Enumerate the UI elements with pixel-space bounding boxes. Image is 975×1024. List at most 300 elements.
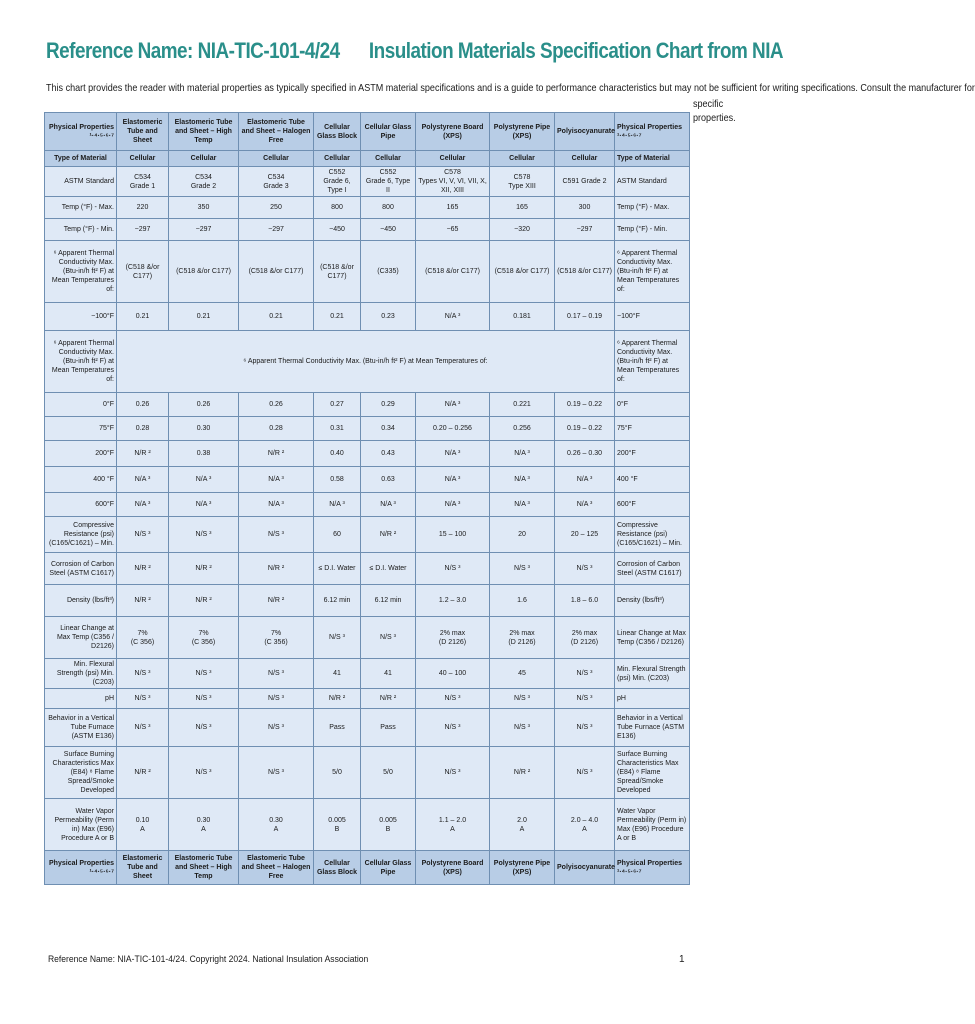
table-cell bbox=[117, 197, 169, 219]
table-cell-text: N/A ³ bbox=[268, 476, 284, 483]
table-cell bbox=[239, 709, 314, 747]
row-label bbox=[45, 493, 117, 517]
table-cell-text: N/A ³ bbox=[576, 476, 593, 483]
table-cell bbox=[169, 417, 239, 441]
table-cell-text: N/S ³ bbox=[134, 724, 151, 731]
table-cell bbox=[314, 799, 361, 851]
table-cell bbox=[416, 467, 490, 493]
table-cell-text: 7% (C 356) bbox=[191, 629, 216, 646]
table-cell-text: N/S ³ bbox=[195, 769, 212, 776]
table-cell bbox=[239, 417, 314, 441]
table-cell bbox=[555, 747, 615, 799]
table-cell bbox=[314, 689, 361, 709]
table-cell bbox=[361, 659, 416, 689]
table-cell-text: Cellular bbox=[509, 155, 535, 162]
table-row bbox=[45, 689, 690, 709]
table-cell-text: N/S ³ bbox=[195, 531, 212, 538]
table-cell bbox=[169, 553, 239, 585]
table-cell-text: 165 bbox=[446, 204, 459, 211]
table-cell-text: 0.23 bbox=[381, 313, 395, 320]
table-cell-text: N/R ² bbox=[379, 695, 397, 702]
table-cell bbox=[490, 197, 555, 219]
table-cell bbox=[169, 585, 239, 617]
table-cell bbox=[361, 197, 416, 219]
table-cell bbox=[490, 417, 555, 441]
table-row bbox=[45, 197, 690, 219]
table-cell bbox=[490, 151, 555, 167]
row-label bbox=[45, 417, 117, 441]
table-cell bbox=[169, 689, 239, 709]
table-cell-text: N/S ³ bbox=[514, 565, 530, 572]
table-cell-text: 6.12 min bbox=[323, 597, 351, 604]
table-cell bbox=[314, 517, 361, 553]
spanning-cell bbox=[117, 331, 615, 393]
table-cell-text: N/S ³ bbox=[134, 695, 151, 702]
table-cell bbox=[169, 151, 239, 167]
table-cell-text: 0.256 bbox=[513, 425, 531, 432]
table-cell bbox=[555, 467, 615, 493]
table-cell-text: N/A ³ bbox=[134, 476, 151, 483]
row-label bbox=[45, 197, 117, 219]
table-cell bbox=[314, 441, 361, 467]
table-cell bbox=[239, 747, 314, 799]
table-cell-text: C591 Grade 2 bbox=[562, 178, 607, 185]
table-row bbox=[45, 851, 690, 885]
row-label-text: 200°F bbox=[95, 450, 114, 457]
table-cell-text: 0.26 bbox=[269, 401, 283, 408]
row-label-text: Type of Material bbox=[54, 155, 107, 162]
row-label-right-text: Type of Material bbox=[617, 155, 670, 162]
table-cell bbox=[239, 617, 314, 659]
table-cell-text: N/S ³ bbox=[195, 670, 212, 677]
table-cell-text: 1.6 bbox=[517, 597, 527, 604]
row-label-right bbox=[615, 493, 690, 517]
column-header bbox=[490, 113, 555, 151]
table-cell-text: N/A ³ bbox=[444, 450, 461, 457]
table-cell bbox=[361, 167, 416, 197]
table-cell-text: 6.12 min bbox=[374, 597, 402, 604]
row-label-right-text: Surface Burning Characteristics Max (E84) ⁸ Flame Spread/Smoke Developed bbox=[617, 751, 679, 794]
table-cell-text: N/S ³ bbox=[576, 670, 593, 677]
row-label-right-text: Density (lbs/ft³) bbox=[617, 597, 665, 604]
table-cell bbox=[314, 493, 361, 517]
table-cell-text: 20 bbox=[518, 531, 526, 538]
row-label-text: 600°F bbox=[95, 501, 114, 508]
row-label-right bbox=[615, 709, 690, 747]
table-cell-text: Polyisocyanurate bbox=[557, 864, 615, 871]
table-cell bbox=[361, 393, 416, 417]
table-cell bbox=[239, 553, 314, 585]
row-label bbox=[45, 331, 117, 393]
table-cell-text: 1.1 – 2.0 A bbox=[438, 816, 467, 833]
table-row bbox=[45, 441, 690, 467]
row-label-right-text: Min. Flexural Strength (psi) Min. (C203) bbox=[617, 665, 686, 682]
table-cell-text: 250 bbox=[270, 204, 282, 211]
table-cell-text: 0.30 bbox=[196, 425, 211, 432]
row-label-right-text: ASTM Standard bbox=[617, 178, 667, 185]
table-cell-text: (C335) bbox=[377, 268, 399, 275]
row-label-right bbox=[615, 747, 690, 799]
table-cell-text: N/S ³ bbox=[268, 670, 284, 677]
table-cell-text: C534 Grade 1 bbox=[129, 173, 156, 190]
table-cell bbox=[239, 851, 314, 885]
table-cell bbox=[555, 585, 615, 617]
table-cell-text: Cellular bbox=[129, 155, 156, 162]
table-cell bbox=[169, 303, 239, 331]
table-cell bbox=[490, 659, 555, 689]
table-cell bbox=[169, 709, 239, 747]
table-cell bbox=[117, 151, 169, 167]
table-cell bbox=[416, 197, 490, 219]
table-cell bbox=[117, 417, 169, 441]
table-cell bbox=[555, 219, 615, 241]
table-cell bbox=[490, 517, 555, 553]
table-cell bbox=[490, 747, 555, 799]
row-label-text: 75°F bbox=[99, 425, 114, 432]
table-cell bbox=[314, 417, 361, 441]
table-cell-text: N/S ³ bbox=[380, 634, 396, 641]
table-cell-text: 2% max (D 2126) bbox=[570, 629, 599, 646]
row-label-right bbox=[615, 151, 690, 167]
table-cell bbox=[314, 167, 361, 197]
table-cell bbox=[416, 689, 490, 709]
table-header-row bbox=[45, 113, 690, 151]
table-cell-text: 1.8 – 6.0 bbox=[570, 597, 599, 604]
table-cell bbox=[117, 219, 169, 241]
column-header bbox=[361, 113, 416, 151]
table-cell-text: 0.221 bbox=[513, 401, 531, 408]
table-cell bbox=[416, 851, 490, 885]
row-label-right-text: Corrosion of Carbon Steel (ASTM C1617) bbox=[617, 560, 682, 577]
table-cell bbox=[490, 219, 555, 241]
table-cell-text: N/A ³ bbox=[576, 501, 593, 508]
table-cell-text: 20 – 125 bbox=[570, 531, 599, 538]
row-label-right bbox=[615, 241, 690, 303]
table-cell-text: −65 bbox=[446, 226, 459, 233]
table-row bbox=[45, 493, 690, 517]
row-label-right bbox=[615, 417, 690, 441]
row-label-right-text: 0°F bbox=[617, 401, 628, 408]
table-cell-text: Elastomeric Tube and Sheet bbox=[122, 855, 163, 880]
table-cell bbox=[169, 617, 239, 659]
table-cell-text: 0.58 bbox=[330, 476, 344, 483]
table-cell bbox=[416, 799, 490, 851]
table-cell bbox=[239, 517, 314, 553]
table-cell-text: Cellular Glass Pipe bbox=[364, 859, 412, 876]
table-cell bbox=[555, 197, 615, 219]
table-cell-text: Cellular bbox=[439, 155, 466, 162]
table-cell-text: 0.21 bbox=[269, 313, 283, 320]
table-cell-text: (C518 &/or C177) bbox=[494, 268, 550, 275]
table-cell bbox=[169, 393, 239, 417]
table-row bbox=[45, 219, 690, 241]
column-header-text: Elastomeric Tube and Sheet – High Temp bbox=[174, 119, 233, 144]
table-cell bbox=[555, 441, 615, 467]
row-label-right bbox=[615, 167, 690, 197]
table-cell-text: 7% (C 356) bbox=[264, 629, 288, 646]
table-cell bbox=[117, 553, 169, 585]
table-cell bbox=[169, 241, 239, 303]
table-cell-text: 0.21 bbox=[135, 313, 150, 320]
table-cell bbox=[169, 167, 239, 197]
row-label-right bbox=[615, 467, 690, 493]
table-cell bbox=[239, 799, 314, 851]
table-cell bbox=[416, 167, 490, 197]
table-cell-text: N/S ³ bbox=[576, 695, 593, 702]
table-cell-text: 0.63 bbox=[381, 476, 395, 483]
table-cell bbox=[416, 393, 490, 417]
table-cell-text: N/A ³ bbox=[444, 501, 461, 508]
table-row bbox=[45, 585, 690, 617]
table-cell-text: 220 bbox=[136, 204, 149, 211]
row-label bbox=[45, 219, 117, 241]
table-cell bbox=[490, 393, 555, 417]
row-label bbox=[45, 709, 117, 747]
table-cell-text: N/A ³ bbox=[134, 501, 151, 508]
table-cell-text: N/S ³ bbox=[268, 695, 284, 702]
table-cell bbox=[169, 517, 239, 553]
table-cell-text: 1.2 – 3.0 bbox=[438, 597, 467, 604]
table-cell bbox=[239, 241, 314, 303]
table-cell-text: ≤ D.I. Water bbox=[318, 565, 356, 572]
table-cell bbox=[169, 659, 239, 689]
row-label-right-text: −100°F bbox=[617, 313, 640, 320]
table-cell bbox=[117, 393, 169, 417]
table-cell-text: N/S ³ bbox=[329, 634, 345, 641]
column-header-text: Polyisocyanurate bbox=[557, 128, 615, 135]
table-cell bbox=[169, 493, 239, 517]
table-cell-text: 0.34 bbox=[381, 425, 395, 432]
table-row bbox=[45, 167, 690, 197]
table-cell-text: 60 bbox=[333, 531, 341, 538]
table-cell-text: 0.21 bbox=[196, 313, 211, 320]
table-cell-text: 0.19 – 0.22 bbox=[566, 401, 603, 408]
intro-text: This chart provides the reader with material properties as typically specified in ASTM material specifications and is a guide to performance characteristics but may not be sufficient for writing specifications. Consult the manufacturer for bbox=[46, 82, 975, 94]
table-cell-text: N/S ³ bbox=[134, 531, 151, 538]
table-cell-text: −450 bbox=[329, 226, 345, 233]
table-cell bbox=[314, 303, 361, 331]
table-cell bbox=[555, 517, 615, 553]
row-label bbox=[45, 303, 117, 331]
row-label-right bbox=[615, 689, 690, 709]
table-cell-text: N/A ³ bbox=[268, 501, 284, 508]
table-cell bbox=[361, 585, 416, 617]
table-cell bbox=[416, 303, 490, 331]
table-cell bbox=[416, 417, 490, 441]
table-cell-text: (C518 &/or C177) bbox=[125, 263, 160, 280]
table-cell bbox=[361, 303, 416, 331]
table-cell bbox=[361, 799, 416, 851]
column-header bbox=[239, 113, 314, 151]
table-cell bbox=[490, 167, 555, 197]
row-label bbox=[45, 167, 117, 197]
table-cell-text: N/S ³ bbox=[134, 670, 151, 677]
table-cell bbox=[555, 493, 615, 517]
table-cell bbox=[361, 151, 416, 167]
table-cell bbox=[169, 851, 239, 885]
table-cell bbox=[117, 517, 169, 553]
table-cell bbox=[361, 241, 416, 303]
column-header-text: Cellular Glass Pipe bbox=[364, 123, 412, 140]
table-cell-text: N/S ³ bbox=[444, 695, 461, 702]
table-cell-text: Cellular bbox=[571, 155, 598, 162]
table-cell-text: 2% max (D 2126) bbox=[508, 629, 536, 646]
table-cell bbox=[314, 151, 361, 167]
table-cell bbox=[361, 747, 416, 799]
table-row bbox=[45, 747, 690, 799]
table-cell-text: 300 bbox=[578, 204, 591, 211]
table-cell-text: N/A ³ bbox=[380, 501, 396, 508]
spanning-cell-text: ⁶ Apparent Thermal Conductivity Max. (Btu-in/h ft² F) at Mean Temperatures of: bbox=[243, 358, 488, 365]
table-cell bbox=[169, 197, 239, 219]
table-cell bbox=[239, 151, 314, 167]
table-row bbox=[45, 241, 690, 303]
table-cell bbox=[555, 689, 615, 709]
table-cell bbox=[490, 617, 555, 659]
row-label-right-text: 600°F bbox=[617, 501, 636, 508]
table-cell-text: 15 – 100 bbox=[438, 531, 467, 538]
table-cell-text: N/S ³ bbox=[195, 695, 212, 702]
table-cell bbox=[314, 197, 361, 219]
table-cell bbox=[555, 417, 615, 441]
table-cell-text: 2.0 A bbox=[517, 816, 527, 833]
row-label-right bbox=[615, 659, 690, 689]
table-cell-text: 0.17 – 0.19 bbox=[566, 313, 603, 320]
column-header-text: Polystyrene Pipe (XPS) bbox=[493, 123, 551, 140]
table-cell bbox=[314, 617, 361, 659]
footer-text: Reference Name: NIA-TIC-101-4/24. Copyright 2024. National Insulation Association bbox=[48, 954, 369, 965]
column-header-text: Elastomeric Tube and Sheet bbox=[122, 119, 163, 144]
table-cell-text: N/S ³ bbox=[576, 769, 593, 776]
table-cell-text: N/R ² bbox=[513, 769, 531, 776]
table-cell-text: −297 bbox=[134, 226, 151, 233]
table-row bbox=[45, 417, 690, 441]
table-cell bbox=[169, 799, 239, 851]
table-cell bbox=[314, 393, 361, 417]
row-label bbox=[45, 553, 117, 585]
table-cell-text: (C518 &/or C177) bbox=[176, 268, 231, 275]
table-cell-text: 0.29 bbox=[381, 401, 395, 408]
table-cell bbox=[314, 467, 361, 493]
column-header-text: Polystyrene Board (XPS) bbox=[421, 123, 484, 140]
table-cell-text: 2.0 – 4.0 A bbox=[570, 816, 599, 833]
table-cell-text: N/R ² bbox=[267, 450, 285, 457]
specification-table bbox=[44, 112, 690, 885]
table-cell bbox=[314, 659, 361, 689]
table-cell bbox=[117, 441, 169, 467]
table-cell-text: 40 – 100 bbox=[438, 670, 467, 677]
table-cell bbox=[555, 709, 615, 747]
table-cell bbox=[314, 709, 361, 747]
table-cell-text: N/S ³ bbox=[514, 724, 530, 731]
table-cell bbox=[239, 219, 314, 241]
row-label-right bbox=[615, 393, 690, 417]
table-cell bbox=[239, 441, 314, 467]
row-label-right-text: Temp (°F) - Min. bbox=[617, 226, 668, 233]
table-cell bbox=[239, 393, 314, 417]
table-cell-text: Cellular Glass Block bbox=[316, 859, 358, 876]
table-cell bbox=[169, 441, 239, 467]
table-cell bbox=[361, 709, 416, 747]
table-cell-text: N/A ³ bbox=[514, 450, 530, 457]
table-cell bbox=[314, 851, 361, 885]
table-cell-text: N/S ³ bbox=[268, 724, 284, 731]
table-cell bbox=[490, 799, 555, 851]
row-label-right-text: Physical Properties ¹·⁴·⁵·⁶·⁷ bbox=[617, 859, 682, 876]
table-cell bbox=[490, 709, 555, 747]
table-cell bbox=[361, 553, 416, 585]
table-cell bbox=[239, 467, 314, 493]
table-cell bbox=[314, 219, 361, 241]
table-cell bbox=[239, 303, 314, 331]
table-cell-text: 800 bbox=[382, 204, 394, 211]
table-cell-text: N/R ² bbox=[134, 769, 151, 776]
column-header bbox=[169, 113, 239, 151]
table-cell bbox=[239, 167, 314, 197]
table-cell bbox=[490, 851, 555, 885]
table-cell bbox=[416, 617, 490, 659]
table-cell bbox=[117, 493, 169, 517]
table-cell bbox=[117, 659, 169, 689]
table-cell bbox=[239, 493, 314, 517]
table-cell bbox=[361, 493, 416, 517]
table-cell-text: 5/0 bbox=[383, 769, 393, 776]
row-label-right bbox=[615, 799, 690, 851]
table-cell bbox=[117, 799, 169, 851]
table-cell-text: C534 Grade 2 bbox=[190, 173, 217, 190]
table-cell bbox=[361, 417, 416, 441]
table-cell-text: (C518 &/or C177) bbox=[557, 268, 612, 275]
table-row bbox=[45, 517, 690, 553]
row-label-text: Temp (°F) - Max. bbox=[61, 204, 114, 211]
column-header bbox=[615, 113, 690, 151]
table-cell-text: −297 bbox=[195, 226, 212, 233]
table-cell-text: N/S ³ bbox=[576, 724, 593, 731]
table-row bbox=[45, 331, 690, 393]
table-cell-text: N/R ² bbox=[134, 565, 151, 572]
table-cell bbox=[361, 517, 416, 553]
table-cell-text: N/A ³ bbox=[514, 501, 530, 508]
table-cell bbox=[117, 467, 169, 493]
table-cell bbox=[314, 747, 361, 799]
row-label-right-text: 400 °F bbox=[617, 476, 638, 483]
page-number: 1 bbox=[679, 954, 685, 965]
row-label-right-text: Behavior in a Vertical Tube Furnace (ASTM E136) bbox=[617, 715, 685, 740]
table-cell-text: C552 Grade 6, Type I bbox=[323, 169, 351, 194]
table-cell-text: 0.20 – 0.256 bbox=[433, 425, 472, 432]
table-cell-text: N/A ³ bbox=[444, 401, 461, 408]
row-label-right-text: Water Vapor Permeability (Perm in) Max (E96) Procedure A or B bbox=[617, 807, 687, 842]
table-cell bbox=[117, 303, 169, 331]
table-cell bbox=[117, 167, 169, 197]
title-reference: Reference Name: NIA-TIC-101-4/24 bbox=[46, 38, 340, 63]
table-cell-text: 7% (C 356) bbox=[130, 629, 155, 646]
table-cell-text: N/S ³ bbox=[444, 769, 461, 776]
table-cell-text: C578 Type XIII bbox=[508, 173, 536, 190]
table-cell-text: 0.43 bbox=[381, 450, 395, 457]
row-label-right bbox=[615, 441, 690, 467]
table-cell bbox=[239, 197, 314, 219]
table-cell-text: Elastomeric Tube and Sheet – Halogen Free bbox=[241, 855, 311, 880]
column-header bbox=[45, 113, 117, 151]
table-cell-text: N/A ³ bbox=[329, 501, 345, 508]
table-cell-text: N/A ³ bbox=[195, 501, 212, 508]
table-cell-text: N/A ³ bbox=[444, 313, 461, 320]
table-cell-text: Cellular bbox=[263, 155, 289, 162]
row-label-text: Surface Burning Characteristics Max (E84) ⁸ Flame Spread/Smoke Developed bbox=[52, 751, 114, 794]
column-header bbox=[416, 113, 490, 151]
title-chart-name: Insulation Materials Specification Chart from NIA bbox=[368, 38, 784, 63]
